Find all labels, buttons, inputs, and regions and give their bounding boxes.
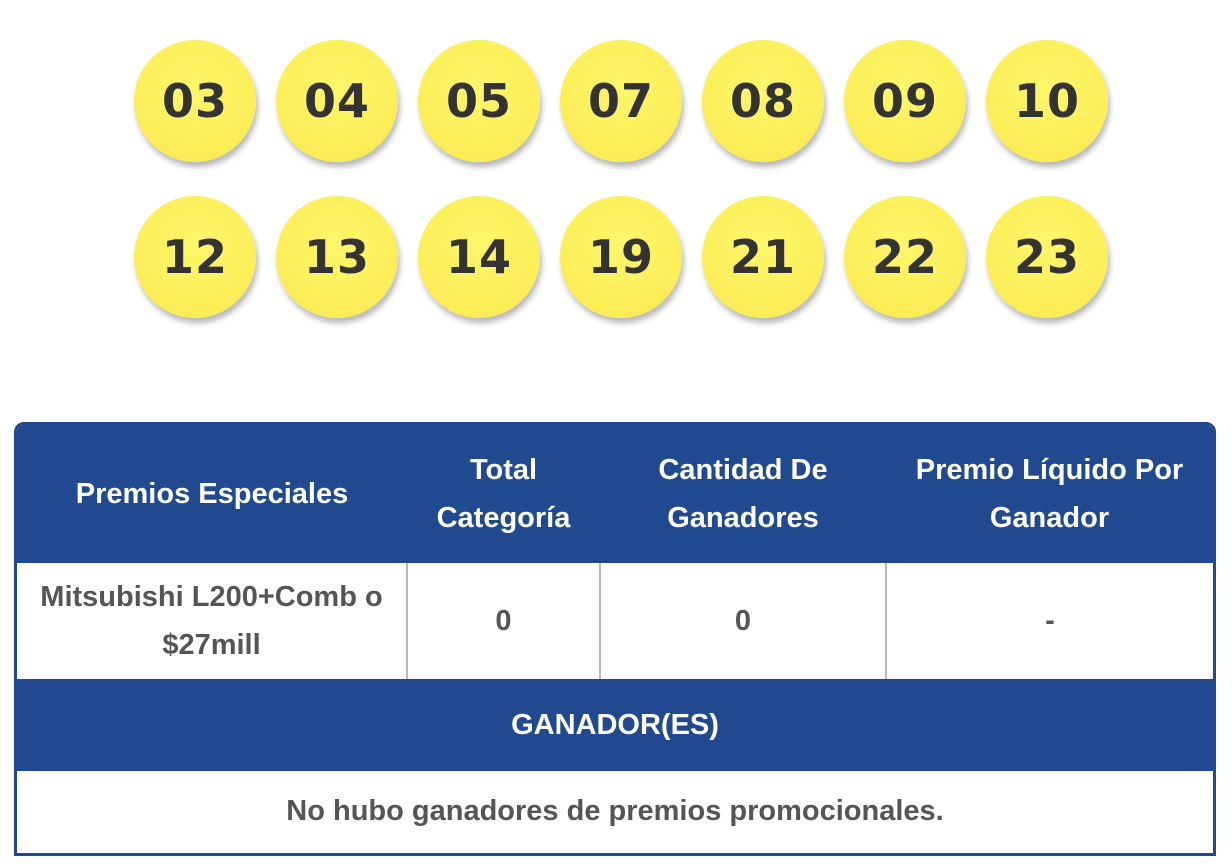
prize-name-cell: Mitsubishi L200+Comb o $27mill — [17, 563, 407, 679]
number-row-1 — [134, 40, 1114, 168]
number-ball: 05 — [418, 40, 540, 162]
number-ball: 21 — [702, 196, 824, 318]
number-ball: 22 — [844, 196, 966, 318]
total-category-cell: 0 — [407, 563, 600, 679]
special-prizes-table — [17, 425, 1213, 679]
winners-count-cell: 0 — [600, 563, 886, 679]
header-cantidad-ganadores: Cantidad De Ganadores — [600, 425, 886, 563]
number-ball: 14 — [418, 196, 540, 318]
no-winners-message: No hubo ganadores de premios promocionales. — [286, 795, 944, 827]
winners-section-title: GANADOR(ES) — [17, 679, 1213, 771]
number-ball: 04 — [276, 40, 398, 162]
drawn-numbers — [134, 40, 1114, 352]
number-ball: 19 — [560, 196, 682, 318]
table-row — [17, 563, 1213, 679]
number-ball: 10 — [986, 40, 1108, 162]
number-ball: 13 — [276, 196, 398, 318]
net-prize-cell: - — [1045, 605, 1055, 637]
number-ball: 09 — [844, 40, 966, 162]
number-ball: 23 — [986, 196, 1108, 318]
table-header-row — [17, 425, 1213, 563]
number-ball: 03 — [134, 40, 256, 162]
number-row-2 — [134, 196, 1114, 324]
number-ball: 07 — [560, 40, 682, 162]
header-total-categoria: Total Categoría — [407, 425, 600, 563]
number-ball: 08 — [702, 40, 824, 162]
header-premios-especiales: Premios Especiales — [17, 425, 407, 563]
special-prizes-panel — [14, 422, 1216, 856]
header-premio-liquido: Premio Líquido Por Ganador — [886, 425, 1213, 563]
number-ball: 12 — [134, 196, 256, 318]
